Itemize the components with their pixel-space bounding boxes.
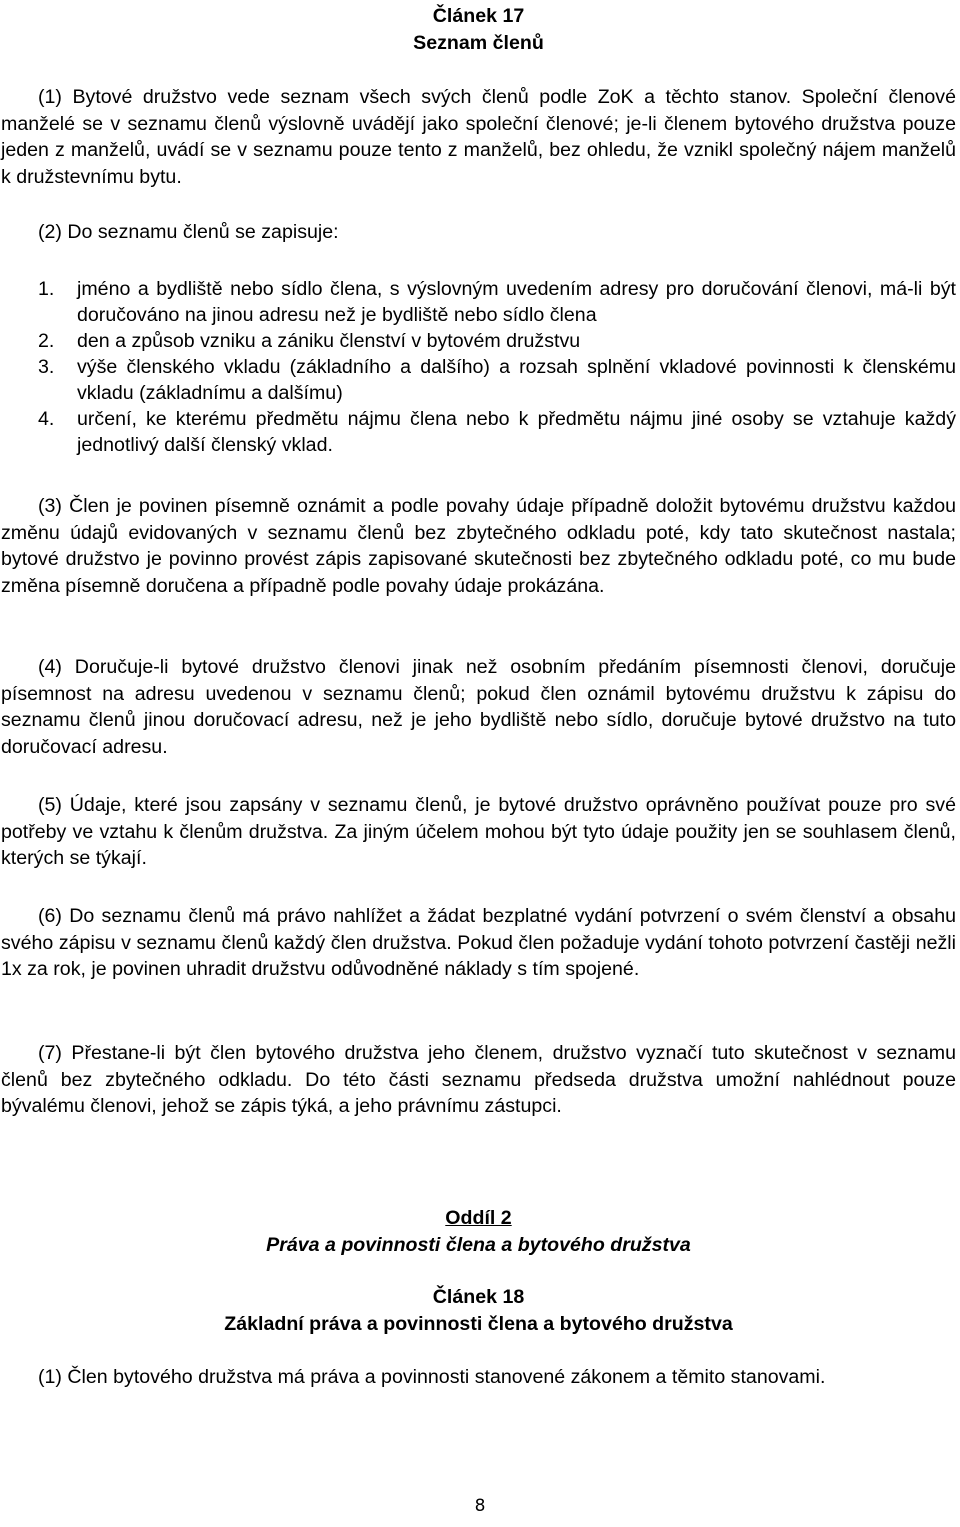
list-item [1,354,956,406]
article-17-paragraph-4 [1,654,956,760]
list-item-number: 2. [38,330,55,352]
paragraph-7-text: (7) Přestane-li být člen bytového družstva jeho členem, družstvo vyznačí tuto skutečnost v seznamu členů bez zbytečného odkladu. Do této části seznamu předseda družstva umožní nahlédnout pouze bývalému členovi, jehož se zápis týká, a jeho právnímu zástupci. [1,1042,956,1117]
article-17-paragraph-1 [1,84,956,190]
article-17-paragraph-3 [1,493,956,599]
article-18-heading: Článek 18 [432,1286,525,1308]
article-18-paragraph-1-text: (1) Člen bytového družstva má práva a povinnosti stanovené zákonem a těmito stanovami. [38,1366,826,1388]
article-17-paragraph-5 [1,792,956,872]
article-18-subheading: Základní práva a povinnosti člena a bytového družstva [224,1312,733,1335]
article-17-paragraph-7 [1,1040,956,1120]
article-17-paragraph-2 [1,219,956,246]
article-18-header [1,1284,956,1337]
list-item-text: jméno a bydliště nebo sídlo člena, s výslovným uvedením adresy pro doručování členovi, má-li být doručováno na jinou adresu než je bydliště nebo sídlo člena [77,278,956,326]
list-item [1,328,956,354]
list-item-text: výše členského vkladu (základního a dalšího) a rozsah splnění vkladové povinnosti k členskému vkladu (základnímu a dalšímu) [77,356,956,404]
section-2-subheading: Práva a povinnosti člena a bytového družstva [266,1233,691,1256]
section-2-header [1,1205,956,1258]
article-18-paragraph-1 [1,1364,956,1391]
paragraph-3-text: (3) Člen je povinen písemně oznámit a podle povahy údaje případně doložit bytovému družstvu každou změnu údajů evidovaných v seznamu členů bez zbytečného odkladu poté, kdy tato skutečnost nastala; bytové družstvo je povinno provést zápis zapisované skutečnosti bez zbytečného odkladu poté, co mu bude změna písemně doručena a případně podle povahy údaje prokázána. [1,495,956,597]
list-item-text: určení, ke kterému předmětu nájmu člena nebo k předmětu nájmu jiné osoby se vztahuje každý jednotlivý další členský vklad. [77,408,956,456]
paragraph-4-text: (4) Doručuje-li bytové družstvo členovi jinak než osobním předáním písemnosti členovi, doručuje písemnost na adresu uvedenou v seznamu členů; pokud člen oznámil bytovému družstvu k zápisu do seznamu členů jinou doručovací adresu, než je jeho bydliště nebo sídlo, doručuje bytové družstvo na tuto doručovací adresu. [1,656,956,758]
paragraph-1-text: (1) Bytové družstvo vede seznam všech svých členů podle ZoK a těchto stanov. Společní členové manželé se v seznamu členů výslovně uvádějí jako společní členové; je-li členem bytového družstva pouze jeden z manželů, uvádí se v seznamu pouze tento z manželů, bez ohledu, že vznikl společný nájem manželů k družstevnímu bytu. [1,86,956,188]
list-item [1,276,956,328]
list-item [1,406,956,458]
article-17-paragraph-6 [1,903,956,983]
page-number: 8 [474,1496,486,1516]
list-item-number: 1. [38,278,55,300]
paragraph-6-text: (6) Do seznamu členů má právo nahlížet a žádat bezplatné vydání potvrzení o svém členství a obsahu svého zápisu v seznamu členů každý člen družstva. Pokud člen požaduje vydání tohoto potvrzení častěji nežli 1x za rok, je povinen uhradit družstvu odůvodněné náklady s tím spojené. [1,905,956,980]
paragraph-5-text: (5) Údaje, které jsou zapsány v seznamu členů, je bytové družstvo oprávněno používat pouze pro své potřeby ve vztahu k členům družstva. Za jiným účelem mohou být tyto údaje použity jen se souhlasem členů, kterých se týkají. [1,794,956,869]
article-17-heading: Článek 17 [432,5,525,27]
list-item-text: den a způsob vzniku a zániku členství v bytovém družstvu [77,330,581,352]
article-17-header [1,3,956,56]
member-register-items [1,276,956,458]
article-17-subheading: Seznam členů [413,31,544,54]
paragraph-2-text: (2) Do seznamu členů se zapisuje: [38,221,339,243]
section-2-heading: Oddíl 2 [445,1207,512,1229]
list-item-number: 3. [38,356,55,378]
list-item-number: 4. [38,408,55,430]
numbered-list [1,276,956,458]
